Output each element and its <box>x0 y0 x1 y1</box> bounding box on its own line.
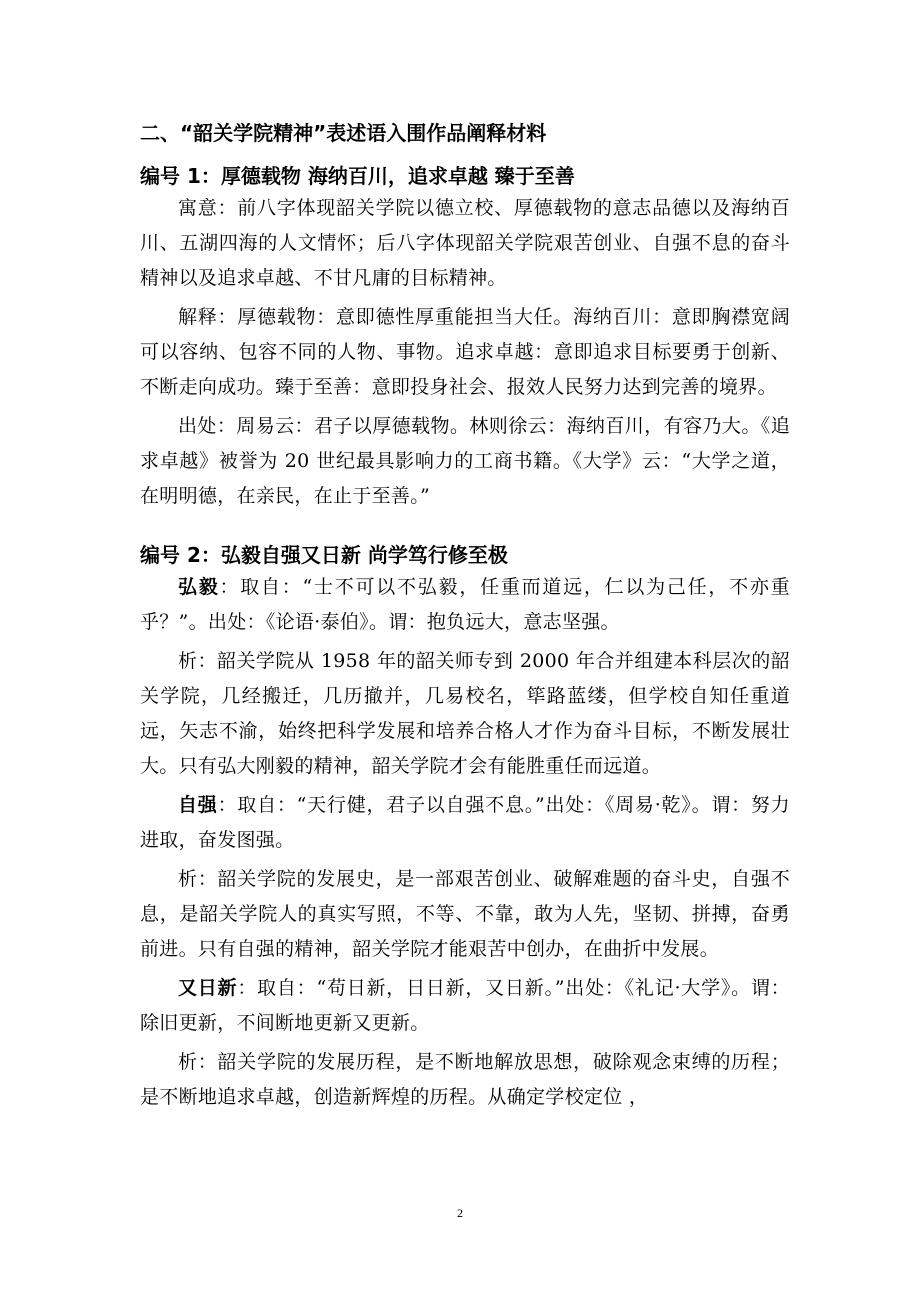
entry-2-ziqiang-analysis: 析：韶关学院的发展史，是一部艰苦创业、破解难题的奋斗史，自强不息，是韶关学院人的真实写照，不等、不靠，敢为人先，坚韧、拼搏，奋勇前进。只有自强的精神，韶关学院才能艰苦中创办，在曲折中发展。 <box>140 868 790 960</box>
entry-2-title: 编号 2：弘毅自强又日新 尚学笃行修至极 <box>140 543 508 567</box>
entry-2-youxin-analysis: 析：韶关学院的发展历程，是不断地解放思想，破除观念束缚的历程；是不断地追求卓越，创造新辉煌的历程。从确定学校定位 ， <box>140 1051 790 1108</box>
hongyi-text: ：取自：“士不可以不弘毅，任重而道远，仁以为己任，不亦重乎？”。出处：《论语·泰伯》。谓：抱负远大，意志坚强。 <box>140 576 790 633</box>
page-number: 2 <box>457 1206 463 1220</box>
entry-1-explanation: 解释：厚德载物：意即德性厚重能担当大任。海纳百川：意即胸襟宽阔可以容纳、包容不同的人物、事物。追求卓越：意即追求目标要勇于创新、不断走向成功。臻于至善：意即投身社会、报效人民努力达到完善的境界。 <box>140 306 790 398</box>
entry-1-title: 编号 1：厚德载物 海纳百川，追求卓越 臻于至善 <box>140 164 575 188</box>
spacer <box>140 518 790 540</box>
section-title: 二、“韶关学院精神”表述语入围作品阐释材料 <box>140 121 547 145</box>
entry-1-meaning: 寓意：前八字体现韶关学院以德立校、厚德载物的意志品德以及海纳百川、五湖四海的人文情怀；后八字体现韶关学院艰苦创业、自强不息的奋斗精神以及追求卓越、不甘凡庸的目标精神。 <box>140 197 790 289</box>
entry-2-youxin <box>140 971 790 1041</box>
entry-2-hongyi-analysis: 析：韶关学院从 1958 年的韶关师专到 2000 年合并组建本科层次的韶关学院，几经搬迁，几历撤并，几易校名，筚路蓝缕，但学校自知任重道远，矢志不渝，始终把科学发展和培养合格人才作为奋斗目标，不断发展壮大。只有弘大刚毅的精神，韶关学院才会有能胜重任而远道。 <box>140 650 790 777</box>
youxin-text: ：取自：“苟日新，日日新，又日新。”出处：《礼记·大学》。谓：除旧更新，不间断地更新又更新。 <box>140 977 790 1034</box>
ziqiang-text: ：取自：“天行健，君子以自强不息。”出处：《周易·乾》。谓：努力进取，奋发图强。 <box>140 794 790 851</box>
term-hongyi: 弘毅 <box>178 576 220 598</box>
term-ziqiang: 自强 <box>178 794 218 816</box>
entry-2-ziqiang <box>140 788 790 858</box>
term-youxin: 又日新 <box>178 977 238 999</box>
entry-1-source: 出处：周易云：君子以厚德载物。林则徐云：海纳百川，有容乃大。《追求卓越》被誉为 20 世纪最具影响力的工商书籍。《大学》云：“大学之道，在明明德，在亲民，在止于至善。” <box>140 415 790 507</box>
entry-2-hongyi <box>140 570 790 640</box>
document-body <box>140 118 790 1119</box>
